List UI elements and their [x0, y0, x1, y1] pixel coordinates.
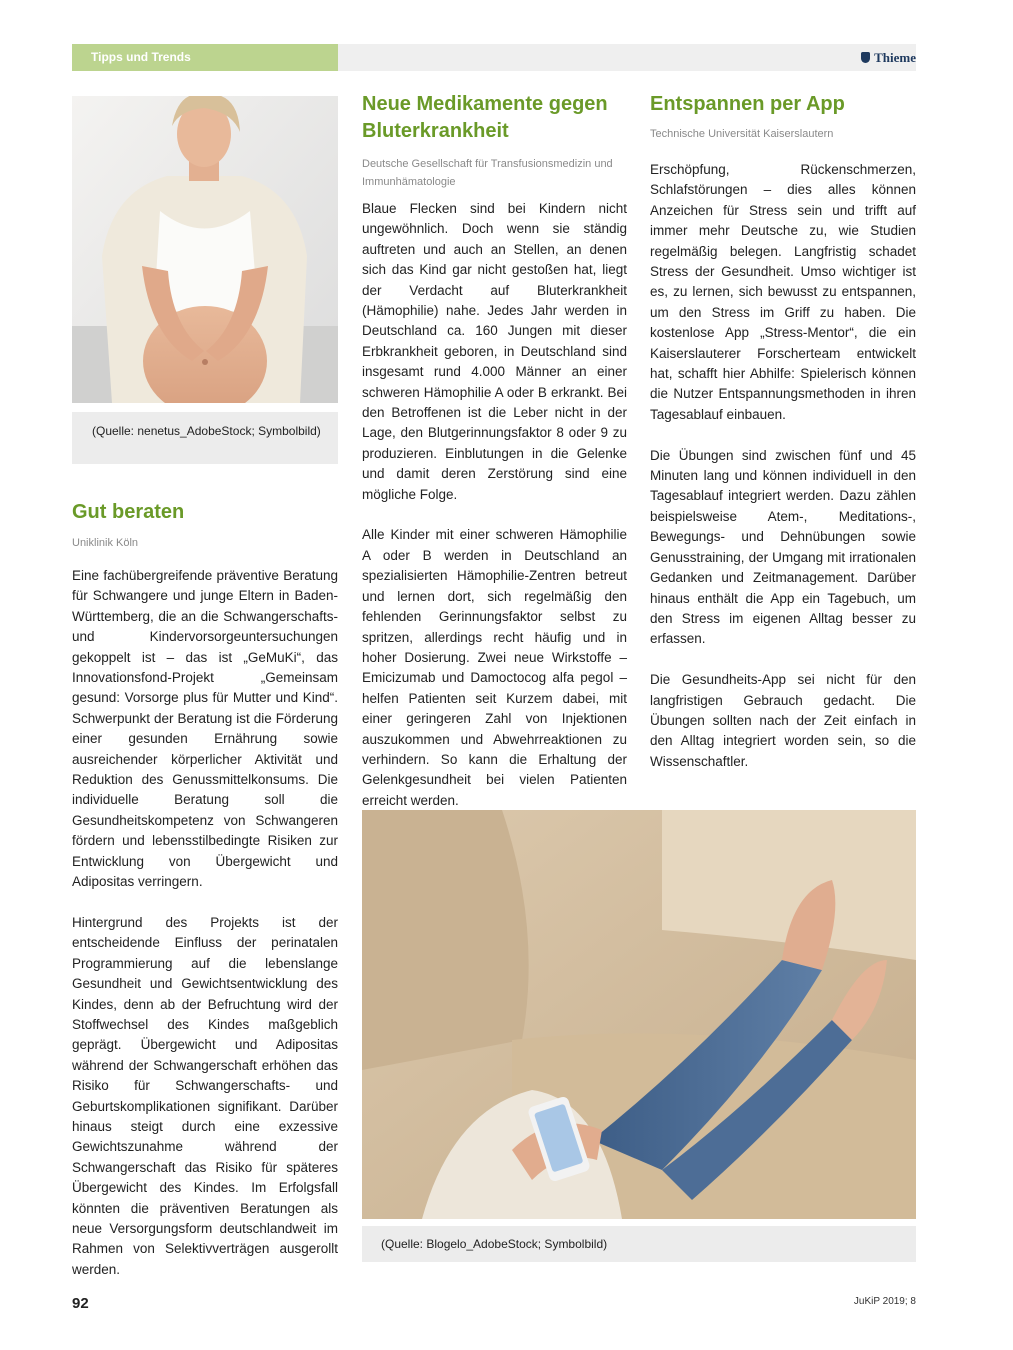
article-source: Deutsche Gesellschaft für Transfusionsmedizin und Immunhämatologie [362, 158, 613, 188]
journal-citation: JuKiP 2019; 8 [853, 1296, 916, 1307]
paragraph: Die Übungen sind zwischen fünf und 45 Minuten lang und können individuell in den Tagesablauf integriert werden. Dazu zählen beispielsweise Atem-, Meditations-, Bewegungs- und Dehnübungen sowie Genusstraining, der Umgang mit irrationalen Gedanken und Zeitmanagement. Darüber hinaus enthält die App ein Tagebuch, um den Stress im eigenen Alltag besser zu erfassen. [650, 447, 916, 647]
paragraph: Erschöpfung, Rückenschmerzen, Schlafstörungen – dies alles können Anzeichen für Stress sein und trifft auf immer mehr Deutsche zu, wie Studien regelmäßig belegen. Langfristig schadet Stress der Gesundheit. Umso wichtiger ist es, zu lernen, sich bewusst zu entspannen, um den Stress im Griff zu haben. Die kostenlose App „Stress-Mentor“, die ein Kaiserslauterer Forscherteam entwickelt hat, schafft hier Abhilfe: Spielerisch können die Nutzer Entspannungsmethoden in ihren Tagesablauf einbauen. [650, 162, 916, 422]
article-entspannen-per-app [650, 91, 916, 772]
image-caption [362, 1226, 916, 1262]
article-body [650, 160, 916, 772]
woman-on-sofa-photo [362, 810, 916, 1219]
article-medikamente [362, 91, 627, 811]
article-title: Neue Medikamente gegen Bluterkrankheit [362, 93, 608, 142]
photo-woman-with-smartphone-icon [362, 810, 916, 1219]
image-caption [72, 412, 338, 464]
section-label: Tipps und Trends [72, 44, 338, 71]
photo-pregnant-woman-icon [72, 96, 338, 403]
article-title: Gut beraten [72, 501, 185, 523]
paragraph: Die Gesundheits-App sei nicht für den langfristigen Gebrauch gedacht. Die Übungen sollten nach der Zeit einfach in den Alltag integriert worden sein, so die Wissenschaftler. [650, 672, 916, 769]
publisher-name: Thieme [874, 50, 916, 65]
article-source: Uniklinik Köln [72, 537, 139, 549]
article-source: Technische Universität Kaiserslautern [650, 128, 834, 140]
article-body [72, 566, 338, 1280]
article-gut-beraten [72, 499, 338, 1280]
page-number: 92 [72, 1295, 89, 1312]
pregnant-woman-photo [72, 96, 338, 403]
paragraph: Alle Kinder mit einer schweren Hämophilie A oder B werden in Deutschland an spezialisierten Hämophilie-Zentren betreut und lernen dort, sich regelmäßig den fehlenden Gerinnungsfaktor selbst zu spritzen, allerdings recht häufig und in hoher Dosierung. Zwei neue Wirkstoffe – Emicizumab und Damoctocog alfa pegol – helfen Patienten seit Kurzem dabei, mit einer geringeren Zahl von Injektionen auszukommen und Abwehrreaktionen zu verhindern. So kann die Erhaltung der Gelenkgesundheit bei vielen Patienten erreicht werden. [362, 527, 627, 808]
article-body [362, 199, 627, 811]
paragraph: Hintergrund des Projekts ist der entscheidende Einfluss der perinatalen Programmierung auf die lebenslange Gesundheit und Gewichtsentwicklung des Kindes, denn ab der Befruchtung wird der Stoffwechsel des Kindes maßgeblich geprägt. Übergewicht und Adipositas während der Schwangerschaft erhöhen das Risiko für Schwangerschafts- und Geburtskomplikationen signifikant. Darüber hinaus steigt durch eine exzessive Gewichtszunahme während der Schwangerschaft das Risiko für späteres Übergewicht des Kindes. Im Erfolgsfall könnten die präventiven Beratungen als neue Versorgungsform deutschlandweit im Rahmen von Selektivverträgen ausgerollt werden. [72, 914, 338, 1277]
paragraph: Blaue Flecken sind bei Kindern nicht ungewöhnlich. Doch wenn sie ständig auftreten und auch an Stellen, an denen sich das Kind gar nicht gestoßen hat, liegt der Verdacht auf Bluterkrankheit (Hämophilie) nahe. Jedes Jahr werden in Deutschland ca. 160 Jungen mit dieser Erbkrankheit geboren, in Deutschland sind insgesamt rund 4.000 Männer an einer schweren Hämophilie A oder B erkrankt. Bei den Betroffenen ist die Leber nicht in der Lage, den Blutgerinnungsfaktor 8 oder 9 zu produzieren. Einblutungen in die Gelenke und damit deren Zerstörung sind eine mögliche Folge. [362, 201, 627, 502]
caption-text: (Quelle: Blogelo_AdobeStock; Symbolbild) [381, 1237, 608, 1251]
paragraph: Eine fachübergreifende präventive Beratung für Schwangere und junge Eltern in Baden-Württemberg, die an die Schwangerschafts- und Kindervorsorgeuntersuchungen gekoppelt ist – das ist „GeMuKi“, das Innovationsfond-Projekt „Gemeinsam gesund: Vorsorge plus für Mutter und Kind“. Schwerpunkt der Beratung ist die Förderung einer gesunden Ernährung sowie ausreichender körperlicher Aktivität und Reduktion des Genussmittelkonsums. Die individuelle Beratung soll die Gesundheitskompetenz von Schwangeren fördern und lebensstilbedingte Risiken zur Entwicklung von Übergewicht und Adipositas verringern. [72, 568, 338, 890]
caption-text: (Quelle: nenetus_AdobeStock; Symbolbild) [92, 424, 321, 438]
thieme-crest-icon [861, 52, 870, 63]
publisher-logo [861, 44, 916, 71]
article-title: Entspannen per App [650, 93, 845, 115]
